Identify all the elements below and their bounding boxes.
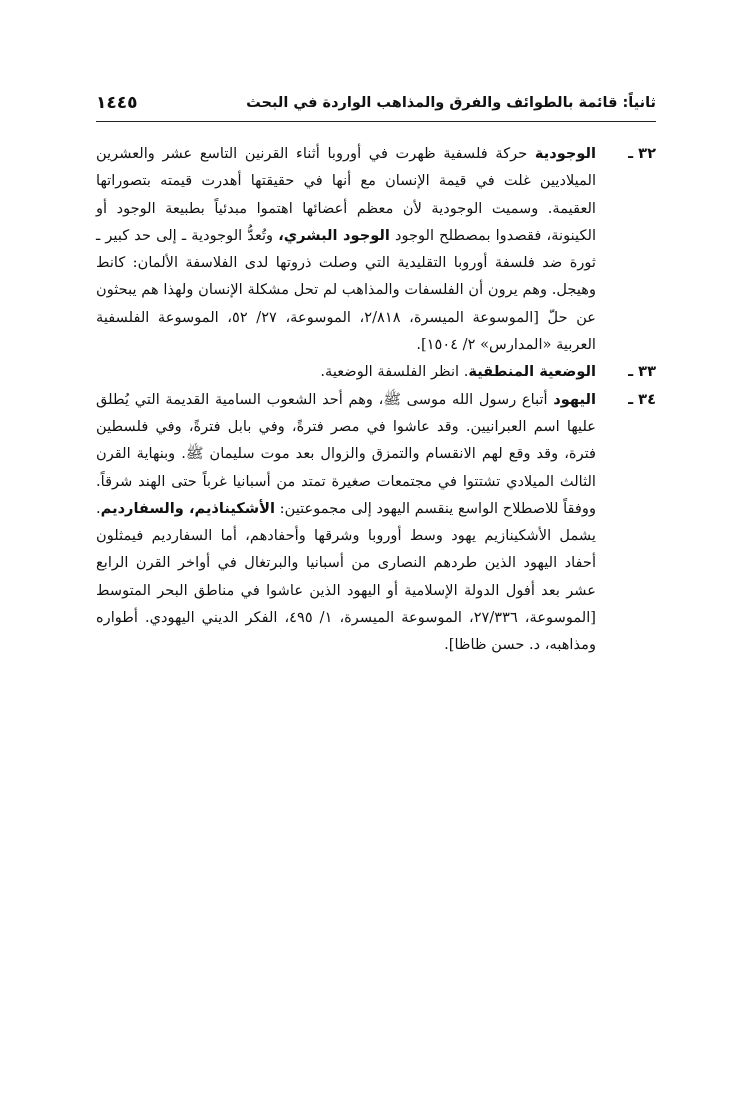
entry-bold-phrase: الوجود البشري، (278, 226, 390, 244)
entry-term: الوضعية المنطقية (468, 363, 596, 381)
glossary-entries (96, 140, 656, 659)
entry-term: الوجودية (534, 145, 596, 162)
entry-number: ٣٣ ـ (628, 363, 656, 381)
entry-term: اليهود (553, 390, 596, 408)
header-title: ثانياً: قائمة بالطوائف والفرق والمذاهب الواردة في البحث (246, 95, 656, 111)
glossary-entry (96, 358, 656, 385)
entry-number: ٣٤ ـ (628, 390, 656, 408)
page-number: ١٤٤٥ (96, 93, 138, 113)
entry-text: حركة فلسفية ظهرت في أوروبا أثناء القرنين التاسع عشر والعشرين الميلاديين غلت في قيمة الإنسان مع أنها في حقيقتها أهدرت قيمته بتصوراتها العقيمة. وسميت الوجودية لأن معظم أعضائها اهتموا مبدئياً بطبيعة الوجود أو الكينونة، فقصدوا بمصطلح الوجود (96, 145, 597, 244)
entry-text-continued: وتُعدُّ الوجودية ـ إلى حد كبير ـ ثورة ضد فلسفة أوروبا التقليدية التي وصلت ذروتها لدى الفلاسفة الألمان: كانط وهيجل. وهم يرون أن الفلسفات والمذاهب لم تحل مشكلة الإنسان ولهذا هم يبحثون عن حلّ [الموسوعة الميسرة، ٢/٨١٨، الموسوعة، ٢٧/ ٥٢، الموسوعة الفلسفية العربية «المدارس» ٢/ ١٥٠٤]. (96, 226, 597, 354)
entry-text: . انظر الفلسفة الوضعية. (320, 363, 469, 381)
entry-text-continued: . يشمل الأشكينازيم يهود وسط أوروبا وشرقها وأحفادهم، أما السفارديم فيمثلون أحفاد اليهود الذين طردهم النصارى من أسبانيا والبرتغال في أواخر القرن الرابع عشر بعد أفول الدولة الإسلامية أو اليهود الذين عاشوا في مناطق البحر المتوسط [الموسوعة، ٢٧/٣٣٦، الموسوعة الميسرة، ١/ ٤٩٥، الفكر الديني اليهودي. أطواره ومذاهبه، د. حسن ظاظا]. (96, 499, 596, 654)
header-divider (96, 121, 656, 122)
glossary-entry (96, 140, 656, 358)
glossary-entry (96, 386, 656, 659)
entry-text: أتباع رسول الله موسى ﷺ، وهم أحد الشعوب السامية القديمة التي يُطلق عليها اسم العبرانيين. وقد عاشوا في مصر فترةً، وفي بابل فترةً، وفي فلسطين فترة، وقد وقع لهم الانقسام والتمزق والزوال بعد موت سليمان ﷺ. وبنهاية القرن الثالث الميلادي تشتتوا في مجتمعات صغيرة تمتد من أسبانيا غرباً حتى الهند شرقاً. ووفقاً للاصطلاح الواسع ينقسم اليهود إلى مجموعتين: (96, 390, 596, 517)
running-header (96, 90, 656, 116)
entry-number: ٣٢ ـ (628, 145, 656, 162)
entry-bold-phrase: الأشكيناذيم، والسفارديم (100, 499, 276, 517)
